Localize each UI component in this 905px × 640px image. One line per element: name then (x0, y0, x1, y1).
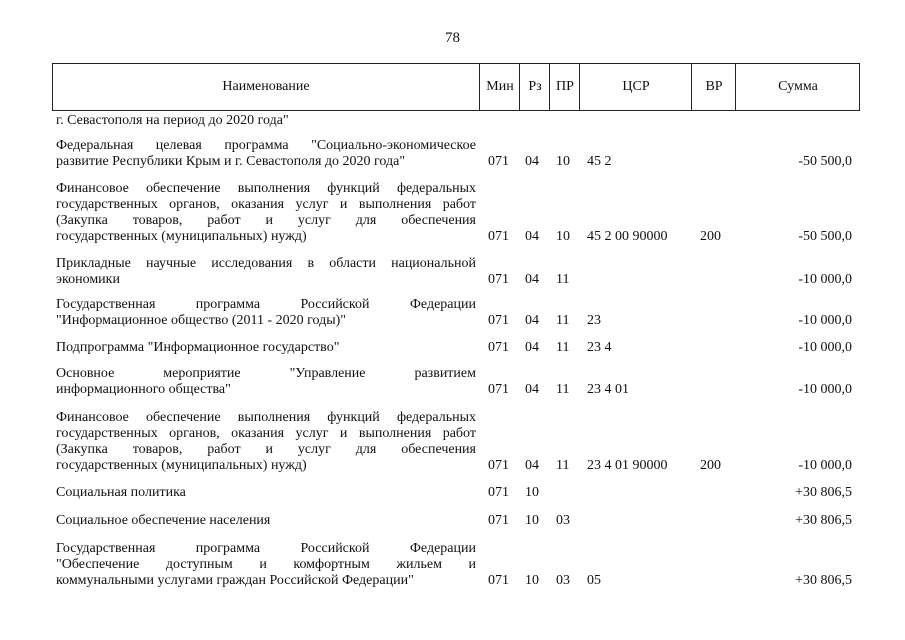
cell-rz: 04 (525, 382, 539, 397)
table-header (52, 63, 860, 111)
row-name-line: государственных органов, оказания услуг и выполнения работ (56, 197, 476, 212)
cell-sum: -10 000,0 (798, 272, 852, 287)
row-name-line: Федеральная целевая программа "Социально-экономическое (56, 138, 476, 153)
row-name-line: Финансовое обеспечение выполнения функций федеральных (56, 181, 476, 196)
row-name-line: государственных органов, оказания услуг и выполнения работ (56, 426, 476, 441)
cell-pr: 11 (556, 382, 570, 397)
row-name-line: коммунальными услугами граждан Российской Федерации" (56, 573, 414, 588)
cell-csr: 23 (587, 313, 601, 328)
row-name-line: Финансовое обеспечение выполнения функций федеральных (56, 410, 476, 425)
cell-pr: 10 (556, 154, 570, 169)
row-name-line: Социальное обеспечение населения (56, 513, 271, 528)
header-csr: ЦСР (579, 64, 692, 110)
cell-min: 071 (488, 313, 509, 328)
row-name (56, 138, 476, 170)
row-name-line: Государственная программа Российской Федерации (56, 297, 476, 312)
cell-min: 071 (488, 154, 509, 169)
row-name-line: (Закупка товаров, работ и услуг для обеспечения (56, 442, 476, 457)
row-name-line: "Обеспечение доступным и комфортным жильем и (56, 557, 476, 572)
row-name (56, 513, 476, 529)
cell-rz: 04 (525, 272, 539, 287)
row-name (56, 485, 476, 501)
cell-rz: 10 (525, 513, 539, 528)
cell-sum: -10 000,0 (798, 382, 852, 397)
row-name-line: г. Севастополя на период до 2020 года" (56, 113, 289, 128)
row-name (56, 340, 476, 356)
cell-sum: +30 806,5 (795, 513, 852, 528)
cell-rz: 04 (525, 313, 539, 328)
cell-pr: 11 (556, 340, 570, 355)
header-sum: Сумма (735, 64, 860, 110)
cell-pr: 03 (556, 513, 570, 528)
cell-min: 071 (488, 340, 509, 355)
header-rz: Рз (519, 64, 550, 110)
cell-sum: -10 000,0 (798, 313, 852, 328)
row-name (56, 113, 476, 129)
cell-csr: 23 4 (587, 340, 612, 355)
cell-rz: 04 (525, 458, 539, 473)
row-name (56, 410, 476, 474)
cell-min: 071 (488, 485, 509, 500)
cell-min: 071 (488, 272, 509, 287)
cell-pr: 03 (556, 573, 570, 588)
row-name-line: информационного общества" (56, 382, 231, 397)
header-name: Наименование (222, 79, 310, 94)
cell-min: 071 (488, 229, 509, 244)
cell-csr: 45 2 (587, 154, 612, 169)
row-name (56, 297, 476, 329)
cell-sum: +30 806,5 (795, 485, 852, 500)
cell-rz: 10 (525, 485, 539, 500)
cell-vr: 200 (700, 458, 721, 473)
cell-sum: -10 000,0 (798, 340, 852, 355)
row-name-line: (Закупка товаров, работ и услуг для обеспечения (56, 213, 476, 228)
cell-rz: 04 (525, 340, 539, 355)
cell-min: 071 (488, 458, 509, 473)
row-name-line: государственных (муниципальных) нужд) (56, 229, 307, 244)
cell-rz: 04 (525, 154, 539, 169)
row-name-line: Основное мероприятие "Управление развитием (56, 366, 476, 381)
cell-csr: 05 (587, 573, 601, 588)
cell-sum: +30 806,5 (795, 573, 852, 588)
cell-csr: 23 4 01 (587, 382, 629, 397)
row-name-line: Государственная программа Российской Федерации (56, 541, 476, 556)
row-name-line: Подпрограмма "Информационное государство" (56, 340, 340, 355)
cell-min: 071 (488, 573, 509, 588)
cell-min: 071 (488, 513, 509, 528)
cell-pr: 11 (556, 272, 570, 287)
cell-sum: -50 500,0 (798, 154, 852, 169)
cell-vr: 200 (700, 229, 721, 244)
header-min: Мин (479, 64, 520, 110)
cell-pr: 11 (556, 458, 570, 473)
row-name-line: государственных (муниципальных) нужд) (56, 458, 307, 473)
row-name-line: экономики (56, 272, 120, 287)
row-name-line: "Информационное общество (2011 - 2020 годы)" (56, 313, 347, 328)
cell-min: 071 (488, 382, 509, 397)
row-name-line: Прикладные научные исследования в области национальной (56, 256, 476, 271)
header-vr: ВР (691, 64, 736, 110)
header-pr: ПР (549, 64, 580, 110)
row-name (56, 181, 476, 245)
cell-csr: 45 2 00 90000 (587, 229, 668, 244)
cell-pr: 11 (556, 313, 570, 328)
page-number: 78 (445, 30, 460, 46)
cell-pr: 10 (556, 229, 570, 244)
cell-csr: 23 4 01 90000 (587, 458, 668, 473)
row-name-line: Социальная политика (56, 485, 186, 500)
row-name (56, 256, 476, 288)
row-name (56, 541, 476, 589)
row-name (56, 366, 476, 398)
cell-rz: 04 (525, 229, 539, 244)
cell-rz: 10 (525, 573, 539, 588)
cell-sum: -10 000,0 (798, 458, 852, 473)
cell-sum: -50 500,0 (798, 229, 852, 244)
row-name-line: развитие Республики Крым и г. Севастополя до 2020 года" (56, 154, 406, 169)
